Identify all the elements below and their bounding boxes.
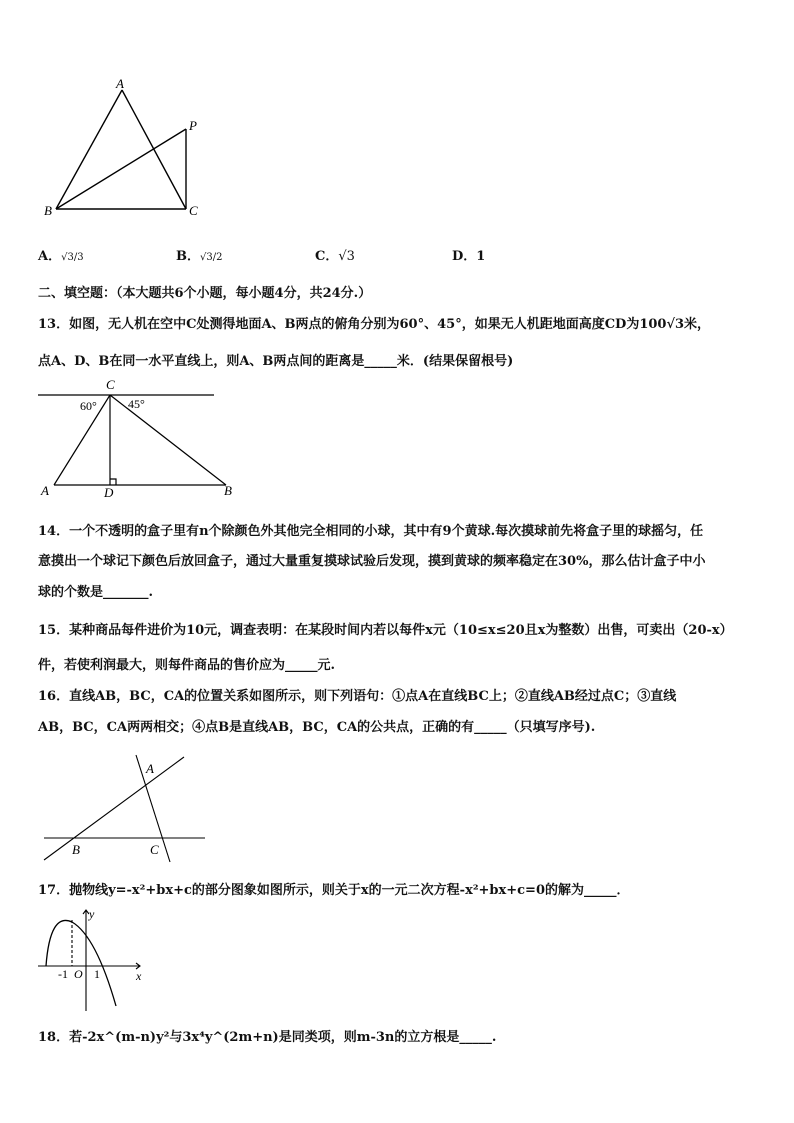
label-a: A: [146, 761, 154, 776]
axis-x: x: [136, 969, 142, 983]
parabola-figure: [36, 906, 156, 1016]
label-p: P: [189, 118, 197, 133]
option-d-value: 1: [476, 249, 486, 264]
label-a: A: [41, 483, 49, 498]
option-a-letter: A．: [38, 249, 62, 264]
label-d: D: [104, 485, 114, 500]
label-origin: O: [74, 967, 83, 981]
drone-angle-figure: [36, 375, 236, 500]
option-c-letter: C．: [315, 249, 339, 264]
axis-y: y: [89, 907, 95, 921]
option-d: [452, 245, 485, 264]
q18-line1: 18．若-2x^(m-n)y²与3x⁴y^(2m+n)是同类项，则m-3n的立方根是_____.: [38, 1030, 497, 1045]
option-b: [176, 245, 222, 264]
q14-line3: 球的个数是_______.: [38, 585, 154, 600]
q15-line2: 件，若使利润最大，则每件商品的售价应为_____元.: [38, 658, 336, 673]
label-b: B: [224, 483, 232, 498]
angle-45: 45°: [128, 397, 145, 411]
q13-line1: 13．如图，无人机在空中C处测得地面A、B两点的俯角分别为60°、45°，如果无人机距地面高度CD为100√3米，: [38, 317, 711, 332]
label-b: B: [72, 842, 80, 857]
option-a-value: √3/3: [61, 252, 84, 263]
label-b: B: [44, 203, 52, 218]
option-a: [38, 245, 84, 264]
option-b-letter: B．: [176, 249, 200, 264]
three-lines-figure: [40, 752, 215, 864]
section-fill-blank-header: 二、填空题：（本大题共6个小题，每小题4分，共24分.）: [38, 286, 372, 301]
label-c: C: [106, 377, 115, 392]
triangle-abcp-figure: [36, 78, 206, 223]
label-c: C: [150, 842, 159, 857]
label-c: C: [189, 203, 198, 218]
q16-line1: 16．直线AB，BC，CA的位置关系如图所示，则下列语句：①点A在直线BC上；②直线AB经过点C；③直线: [38, 689, 677, 704]
q14-line1: 14．一个不透明的盒子里有n个除颜色外其他完全相同的小球，其中有9个黄球.每次摸球前先将盒子里的球摇匀，任: [38, 524, 704, 539]
tick-1: 1: [94, 967, 100, 981]
option-b-value: √3/2: [200, 252, 223, 263]
option-c: [315, 245, 355, 264]
option-c-value: √3: [338, 249, 355, 264]
angle-60: 60°: [80, 399, 97, 413]
label-a: A: [116, 78, 124, 91]
q13-line2: 点A、D、B在同一水平直线上，则A、B两点间的距离是_____米．(结果保留根号): [38, 354, 514, 369]
q17-line1: 17．抛物线y=-x²+bx+c的部分图象如图所示，则关于x的一元二次方程-x²+bx+c=0的解为_____．: [38, 883, 630, 898]
q14-line2: 意摸出一个球记下颜色后放回盒子，通过大量重复摸球试验后发现，摸到黄球的频率稳定在30%，那么估计盒子中小: [38, 554, 706, 569]
tick-neg1: -1: [58, 967, 68, 981]
q16-line2: AB，BC，CA两两相交；④点B是直线AB，BC，CA的公共点，正确的有_____（只填写序号).: [38, 720, 596, 735]
option-d-letter: D．: [452, 249, 477, 264]
q15-line1: 15．某种商品每件进价为10元，调查表明：在某段时间内若以每件x元（10≤x≤20且x为整数）出售，可卖出（20-x）: [38, 623, 733, 638]
